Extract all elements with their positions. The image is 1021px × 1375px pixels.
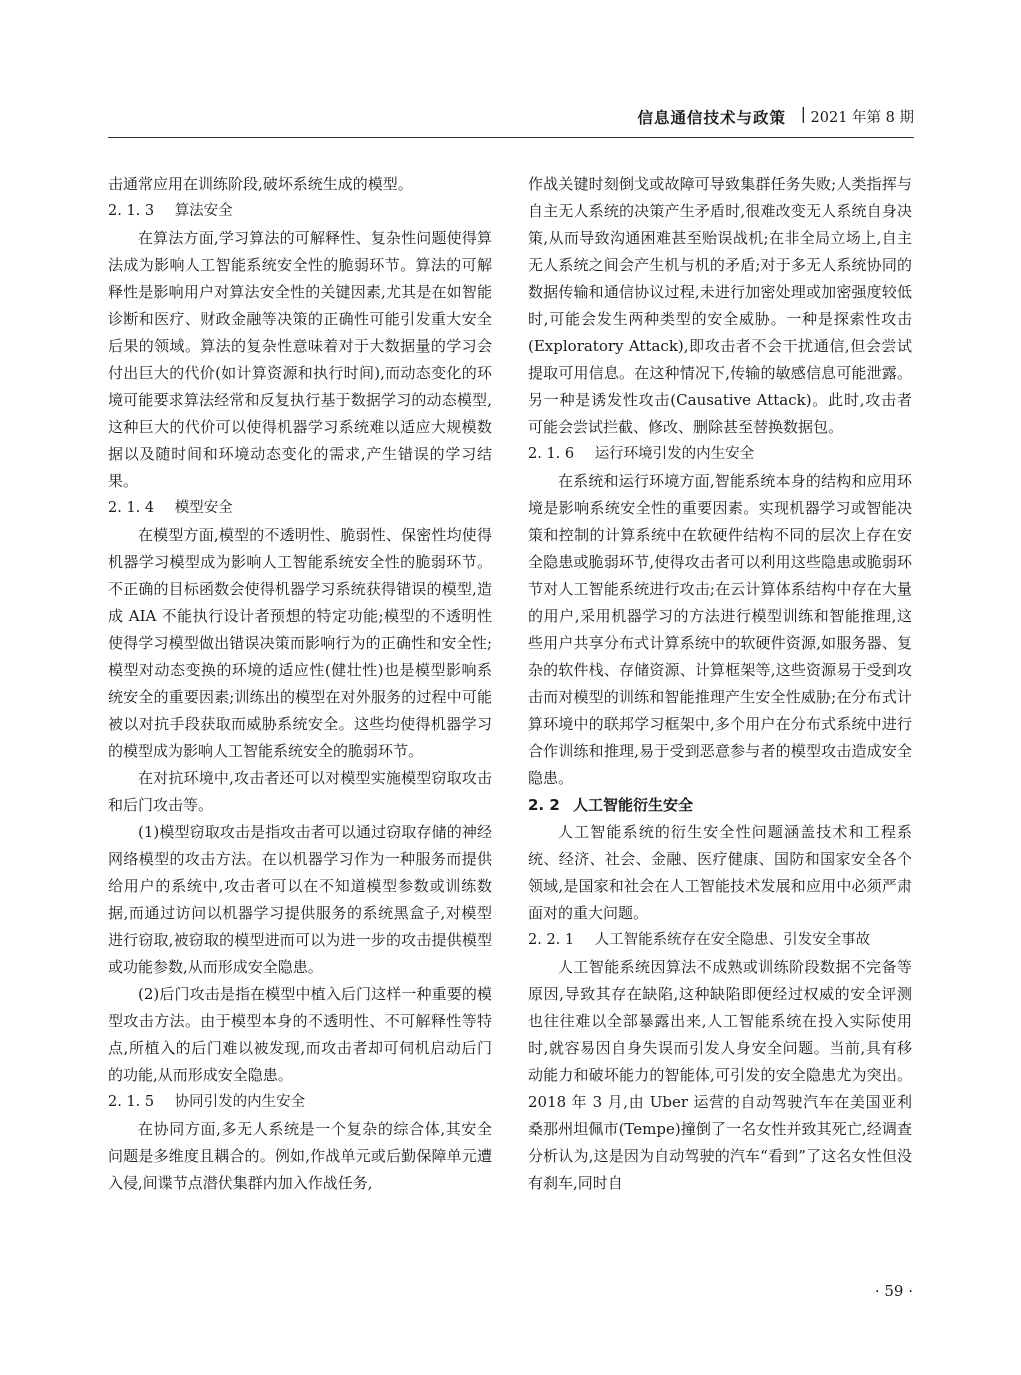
paragraph: (1)模型窃取攻击是指攻击者可以通过窃取存储的神经网络模型的攻击方法。在以机器学习作为一种服务而提供给用户的系统中,攻击者可以在不知道模型参数或训练数据,而通过访问以机器学习提供服务的系统黑盒子,对模型进行窃取,被窃取的模型进而可以为进一步的攻击提供模型或功能参数,从而形成安全隐患。 [108,823,492,976]
left-column [108,171,492,1197]
section-title: 人工智能系统存在安全隐患、引发安全事故 [594,932,871,948]
section-number: 2. 1. 3 [108,203,155,219]
section-heading-2-2 [528,792,912,819]
section-title: 模型安全 [174,500,233,516]
section-number: 2. 1. 6 [528,446,575,462]
section-number: 2. 1. 5 [108,1094,155,1110]
section-heading-2-1-5 [108,1089,492,1116]
section-number: 2. 2 [528,796,560,814]
paragraph: 在算法方面,学习算法的可解释性、复杂性问题使得算法成为影响人工智能系统安全性的脆弱环节。算法的可解释性是影响用户对算法安全性的关键因素,尤其是在如智能诊断和医疗、财政金融等决策的正确性可能引发重大安全后果的领域。算法的复杂性意味着对于大数据量的学习会付出巨大的代价(如计算资源和执行时间),而动态变化的环境可能要求算法经常和反复执行基于数据学习的动态模型,这种巨大的代价可以使得机器学习系统难以适应大规模数据以及随时间和环境动态变化的需求,产生错误的学习结果。 [108,229,492,490]
issue-label: 2021 年第 8 期 [810,110,914,126]
paragraph: 在协同方面,多无人系统是一个复杂的综合体,其安全问题是多维度且耦合的。例如,作战单元或后勤保障单元遭入侵,间谍节点潜伏集群内加入作战任务, [108,1120,492,1192]
journal-title: 信息通信技术与政策 [637,108,786,127]
paragraph: 人工智能系统因算法不成熟或训练阶段数据不完备等原因,导致其存在缺陷,这种缺陷即便经过权威的安全评测也往往难以全部暴露出来,人工智能系统在投入实际使用时,就容易因自身失误而引发人身安全问题。当前,具有移动能力和破坏能力的智能体,可引发的安全隐患尤为突出。2018 年 3 月,由 Uber 运营的自动驾驶汽车在美国亚利桑那州坦佩市(Tempe)撞倒了一名女性并致其死亡,经调查分析认为,这是因为自动驾驶的汽车“看到”了这名女性但没有刹车,同时自 [528,958,912,1192]
paragraph: 人工智能系统的衍生安全性问题涵盖技术和工程系统、经济、社会、金融、医疗健康、国防和国家安全各个领域,是国家和社会在人工智能技术发展和应用中必须严肃面对的重大问题。 [528,823,912,922]
section-heading-2-1-6 [528,441,912,468]
paragraph: 在模型方面,模型的不透明性、脆弱性、保密性均使得机器学习模型成为影响人工智能系统安全性的脆弱环节。不正确的目标函数会使得机器学习系统获得错误的模型,造成 AIA 不能执行设计者预想的特定功能;模型的不透明性使得学习模型做出错误决策而影响行为的正确性和安全性;模型对动态变换的环境的适应性(健壮性)也是模型影响系统安全的重要因素;训练出的模型在对外服务的过程中可能被以对抗手段获取而威胁系统安全。这些均使得机器学习的模型成为影响人工智能系统安全的脆弱环节。 [108,526,492,760]
section-heading-2-2-1 [528,927,912,954]
paragraph: 作战关键时刻倒戈或故障可导致集群任务失败;人类指挥与自主无人系统的决策产生矛盾时,很难改变无人系统自身决策,从而导致沟通困难甚至贻误战机;在非全局立场上,自主无人系统之间会产生机与机的矛盾;对于多无人系统协同的数据传输和通信协议过程,未进行加密处理或加密强度较低时,可能会发生两种类型的安全威胁。一种是探索性攻击(Exploratory Attack),即攻击者不会干扰通信,但会尝试提取可用信息。在这种情况下,传输的敏感信息可能泄露。另一种是诱发性攻击(Causative Attack)。此时,攻击者可能会尝试拦截、修改、删除甚至替换数据包。 [528,175,912,436]
section-heading-2-1-3 [108,198,492,225]
paragraph: (2)后门攻击是指在模型中植入后门这样一种重要的模型攻击方法。由于模型本身的不透明性、不可解释性等特点,所植入的后门难以被发现,而攻击者却可伺机启动后门的功能,从而形成安全隐患。 [108,985,492,1084]
page-number: · 59 · [874,1282,913,1300]
header-separator: | [800,104,806,123]
paragraph: 在对抗环境中,攻击者还可以对模型实施模型窃取攻击和后门攻击等。 [108,769,492,814]
paragraph: 在系统和运行环境方面,智能系统本身的结构和应用环境是影响系统安全性的重要因素。实现机器学习或智能决策和控制的计算系统中在软硬件结构不同的层次上存在安全隐患或脆弱环节,使得攻击者可以利用这些隐患或脆弱环节对人工智能系统进行攻击;在云计算体系结构中存在大量的用户,采用机器学习的方法进行模型训练和智能推理,这些用户共享分布式计算系统中的软硬件资源,如服务器、复杂的软件栈、存储资源、计算框架等,这些资源易于受到攻击而对模型的训练和智能推理产生安全性威胁;在分布式计算环境中的联邦学习框架中,多个用户在分布式系统中进行合作训练和推理,易于受到恶意参与者的模型攻击造成安全隐患。 [528,472,912,787]
page-header [108,104,914,134]
header-rule [108,137,914,138]
section-title: 运行环境引发的内生安全 [594,446,755,462]
section-title: 算法安全 [174,203,233,219]
section-number: 2. 2. 1 [528,932,575,948]
paragraph: 击通常应用在训练阶段,破坏系统生成的模型。 [108,175,413,193]
section-title: 人工智能衍生安全 [573,796,694,814]
section-heading-2-1-4 [108,495,492,522]
section-number: 2. 1. 4 [108,500,155,516]
section-title: 协同引发的内生安全 [174,1094,306,1110]
right-column [528,171,912,1197]
